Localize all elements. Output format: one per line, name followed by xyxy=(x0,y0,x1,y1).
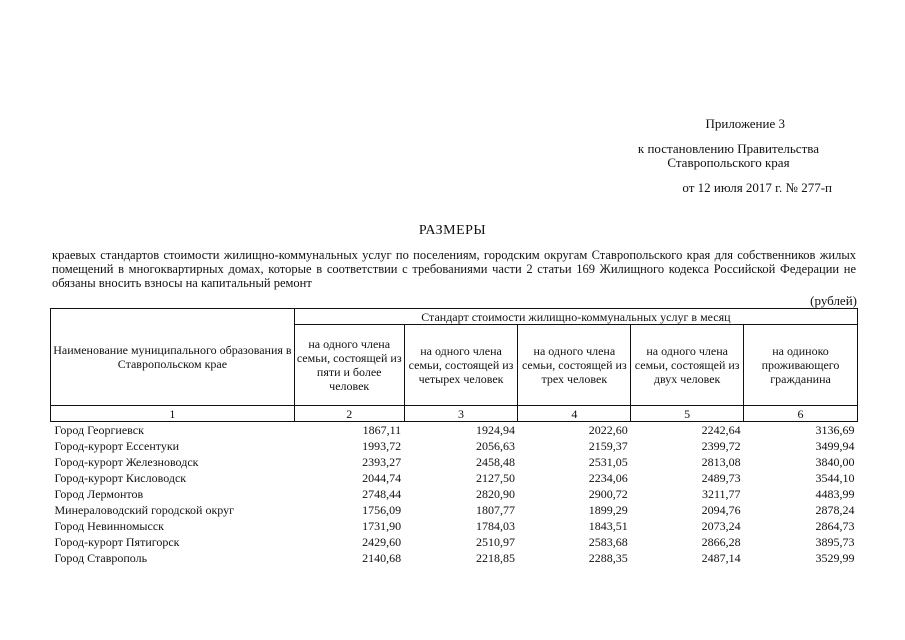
value-cell: 1867,11 xyxy=(362,423,402,437)
header-col-4: на одного члена семьи, состоящей из трех человек xyxy=(518,325,631,406)
column-number: 3 xyxy=(404,406,518,422)
value-cell: 2531,05 xyxy=(588,455,628,469)
municipality-name: Минераловодский городской округ xyxy=(54,503,235,517)
municipality-name: Город Георгиевск xyxy=(54,423,144,437)
value-cell: 2583,68 xyxy=(588,535,628,549)
header-col-3: на одного члена семьи, состоящей из четырех человек xyxy=(404,325,518,406)
value-cell: 2288,35 xyxy=(588,551,628,565)
value-cell: 2393,27 xyxy=(362,455,402,469)
column-number: 1 xyxy=(51,406,295,422)
municipality-name: Город-курорт Железноводск xyxy=(54,455,199,469)
appendix-label: Приложение 3 xyxy=(705,116,785,131)
value-cell: 2140,68 xyxy=(362,551,402,565)
value-cell: 1784,03 xyxy=(475,519,515,533)
value-cell: 2429,60 xyxy=(362,535,402,549)
table-row xyxy=(51,518,858,534)
decree-line-2: Ставропольского края xyxy=(667,155,790,170)
value-cell: 1924,94 xyxy=(475,423,515,437)
value-cell: 2900,72 xyxy=(588,487,628,501)
table-row xyxy=(51,454,858,470)
value-cell: 2489,73 xyxy=(701,471,741,485)
value-cell: 3529,99 xyxy=(815,551,855,565)
value-cell: 2748,44 xyxy=(362,487,402,501)
value-cell: 2022,60 xyxy=(588,423,628,437)
value-cell: 3211,77 xyxy=(702,487,741,501)
header-group: Стандарт стоимости жилищно-коммунальных услуг в месяц xyxy=(294,309,857,325)
value-cell: 3840,00 xyxy=(815,455,855,469)
value-cell: 3136,69 xyxy=(815,423,855,437)
decree-date: от 12 июля 2017 г. № 277-п xyxy=(682,180,832,195)
table-row xyxy=(51,486,858,502)
value-cell: 2056,63 xyxy=(475,439,515,453)
value-cell: 4483,99 xyxy=(815,487,855,501)
value-cell: 2073,24 xyxy=(701,519,741,533)
value-cell: 2044,74 xyxy=(362,471,402,485)
column-number: 5 xyxy=(631,406,744,422)
column-number: 4 xyxy=(518,406,631,422)
table-row xyxy=(51,550,858,566)
value-cell: 2159,37 xyxy=(588,439,628,453)
column-number: 6 xyxy=(744,406,858,422)
header-municipality: Наименование муниципального образования в Ставропольском крае xyxy=(51,309,295,406)
value-cell: 2234,06 xyxy=(588,471,628,485)
value-cell: 2878,24 xyxy=(815,503,855,517)
value-cell: 2864,73 xyxy=(815,519,855,533)
value-cell: 2127,50 xyxy=(475,471,515,485)
value-cell: 1807,77 xyxy=(475,503,515,517)
header-col-5: на одного члена семьи, состоящей из двух человек xyxy=(631,325,744,406)
standards-table xyxy=(50,308,858,566)
value-cell: 3499,94 xyxy=(815,439,855,453)
table-row xyxy=(51,470,858,486)
document-title: РАЗМЕРЫ xyxy=(418,223,487,238)
value-cell: 2510,97 xyxy=(475,535,515,549)
value-cell: 1993,72 xyxy=(362,439,402,453)
value-cell: 1731,90 xyxy=(362,519,402,533)
value-cell: 2094,76 xyxy=(701,503,741,517)
value-cell: 2399,72 xyxy=(701,439,741,453)
decree-line-1: к постановлению Правительства xyxy=(637,141,819,156)
value-cell: 1843,51 xyxy=(588,519,628,533)
table-row xyxy=(51,534,858,550)
value-cell: 1756,09 xyxy=(362,503,402,517)
header-col-2: на одного члена семьи, состоящей из пяти и более человек xyxy=(294,325,404,406)
value-cell: 2820,90 xyxy=(475,487,515,501)
value-cell: 2813,08 xyxy=(701,455,741,469)
value-cell: 3895,73 xyxy=(815,535,855,549)
value-cell: 1899,29 xyxy=(588,503,628,517)
document-description: краевых стандартов стоимости жилищно-коммунальных услуг по поселениям, городским округам Ставропольского края для собственников жилых помещений в многоквартирных домах, которые в соответствии с требованиями части 2 статьи 169 Жилищного кодекса Российской Федерации не обязаны вносить взносы на капитальный ремонт xyxy=(52,248,856,290)
unit-label: (рублей) xyxy=(810,293,857,308)
value-cell: 2458,48 xyxy=(475,455,515,469)
table-row xyxy=(51,502,858,518)
municipality-name: Город-курорт Пятигорск xyxy=(54,535,180,549)
header-col-6: на одиноко проживающего гражданина xyxy=(744,325,858,406)
value-cell: 2242,64 xyxy=(701,423,741,437)
municipality-name: Город-курорт Ессентуки xyxy=(54,439,180,453)
value-cell: 3544,10 xyxy=(815,471,855,485)
table-row xyxy=(51,422,858,439)
municipality-name: Город Невинномысск xyxy=(54,519,164,533)
decree-reference xyxy=(638,142,819,170)
municipality-name: Город Ставрополь xyxy=(54,551,148,565)
value-cell: 2218,85 xyxy=(475,551,515,565)
table-row xyxy=(51,438,858,454)
column-number: 2 xyxy=(294,406,404,422)
value-cell: 2866,28 xyxy=(701,535,741,549)
municipality-name: Город-курорт Кисловодск xyxy=(54,471,187,485)
municipality-name: Город Лермонтов xyxy=(54,487,144,501)
value-cell: 2487,14 xyxy=(701,551,741,565)
